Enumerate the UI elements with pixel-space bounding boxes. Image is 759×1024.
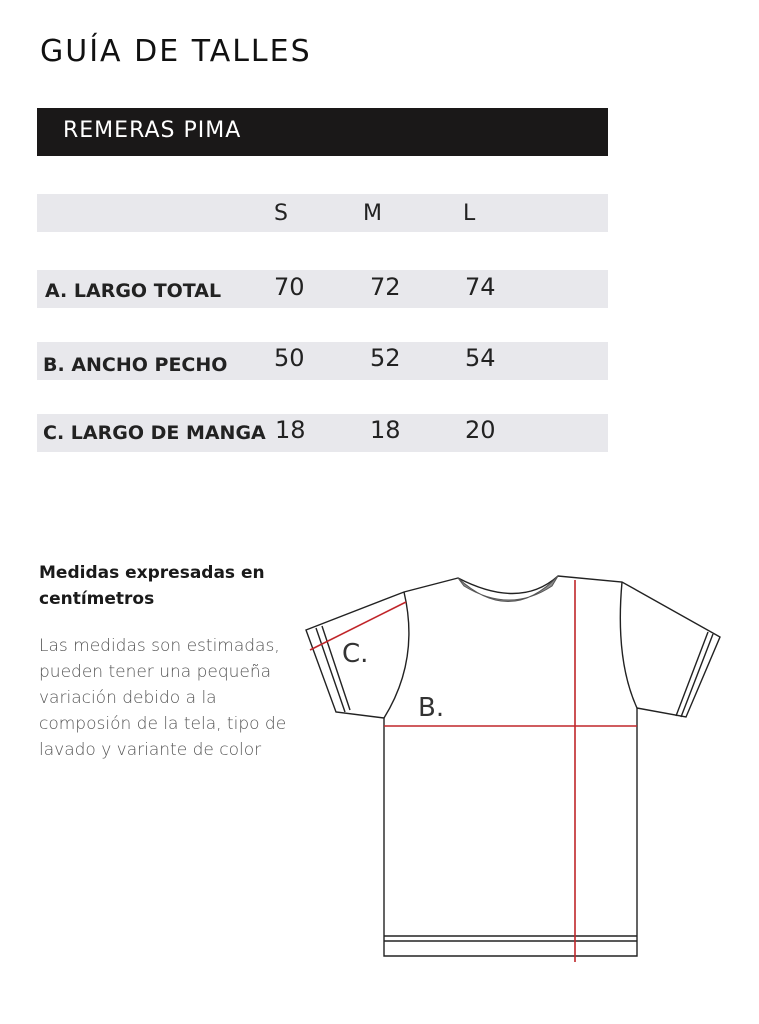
value-m: 72	[370, 273, 401, 301]
notes-body: Las medidas son estimadas, pueden tener una pequeña variación debido a la composión de la tela, tipo de lavado y variante de color	[39, 636, 287, 760]
value-m: 18	[370, 416, 401, 444]
tshirt-collar	[458, 576, 558, 602]
value-l: 54	[465, 344, 496, 372]
table-row	[37, 270, 608, 308]
tshirt-outline	[306, 576, 720, 956]
category-title: REMERAS PIMA	[63, 118, 242, 143]
value-s: 70	[274, 273, 305, 301]
notes-title: Medidas expresadas en centímetros	[39, 563, 265, 609]
table-row	[37, 342, 608, 380]
row-label-ancho-pecho: B. ANCHO PECHO	[43, 354, 228, 376]
value-s: 18	[275, 416, 306, 444]
label-b: B.	[418, 693, 445, 723]
size-header-l: L	[463, 201, 476, 226]
size-header-row	[37, 194, 608, 232]
size-header-s: S	[274, 201, 288, 226]
row-label-largo-manga: C. LARGO DE MANGA	[43, 422, 266, 444]
label-c: C.	[342, 639, 369, 669]
category-banner	[37, 108, 608, 156]
size-header-m: M	[363, 201, 382, 226]
row-label-largo-total: A. LARGO TOTAL	[45, 280, 222, 302]
tshirt-diagram	[290, 560, 730, 970]
table-row	[37, 414, 608, 452]
value-s: 50	[274, 344, 305, 372]
value-l: 20	[465, 416, 496, 444]
value-l: 74	[465, 273, 496, 301]
page-title: GUÍA DE TALLES	[40, 34, 312, 69]
value-m: 52	[370, 344, 401, 372]
